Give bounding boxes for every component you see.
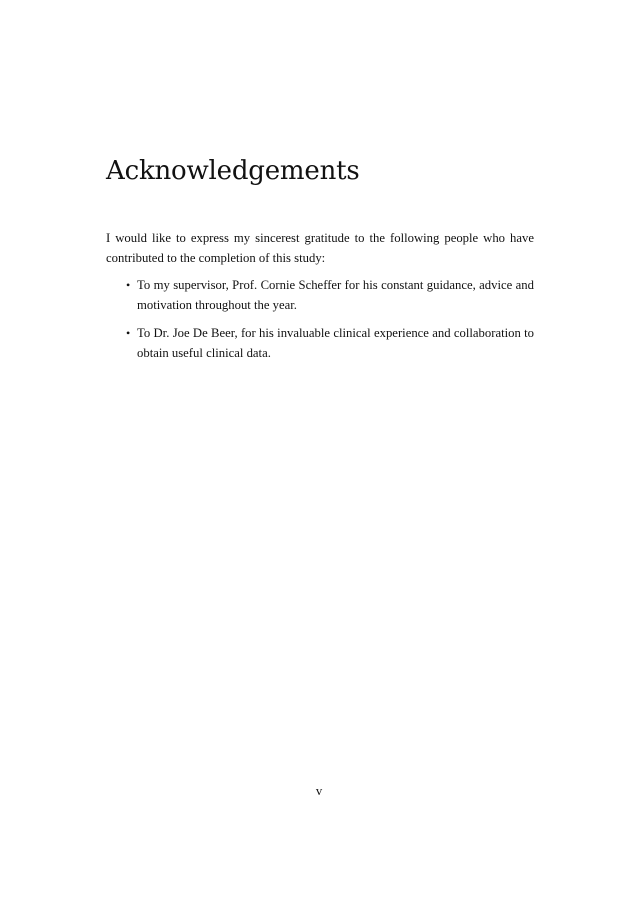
list-item-text: To Dr. Joe De Beer, for his invaluable clinical experience and collaboration to obtain useful clinical data.: [137, 326, 534, 360]
list-item-text: To my supervisor, Prof. Cornie Scheffer for his constant guidance, advice and motivation throughout the year.: [137, 278, 534, 312]
page-title: Acknowledgements: [106, 156, 360, 186]
bullet-icon: •: [126, 326, 131, 340]
bullet-icon: •: [126, 278, 131, 292]
intro-paragraph: I would like to express my sincerest gratitude to the following people who have contributed to the completion of this study:: [106, 231, 534, 265]
page-number: v: [315, 784, 323, 798]
list-item: [106, 323, 534, 363]
list-item: [106, 275, 534, 315]
acknowledgement-list: [106, 275, 534, 371]
